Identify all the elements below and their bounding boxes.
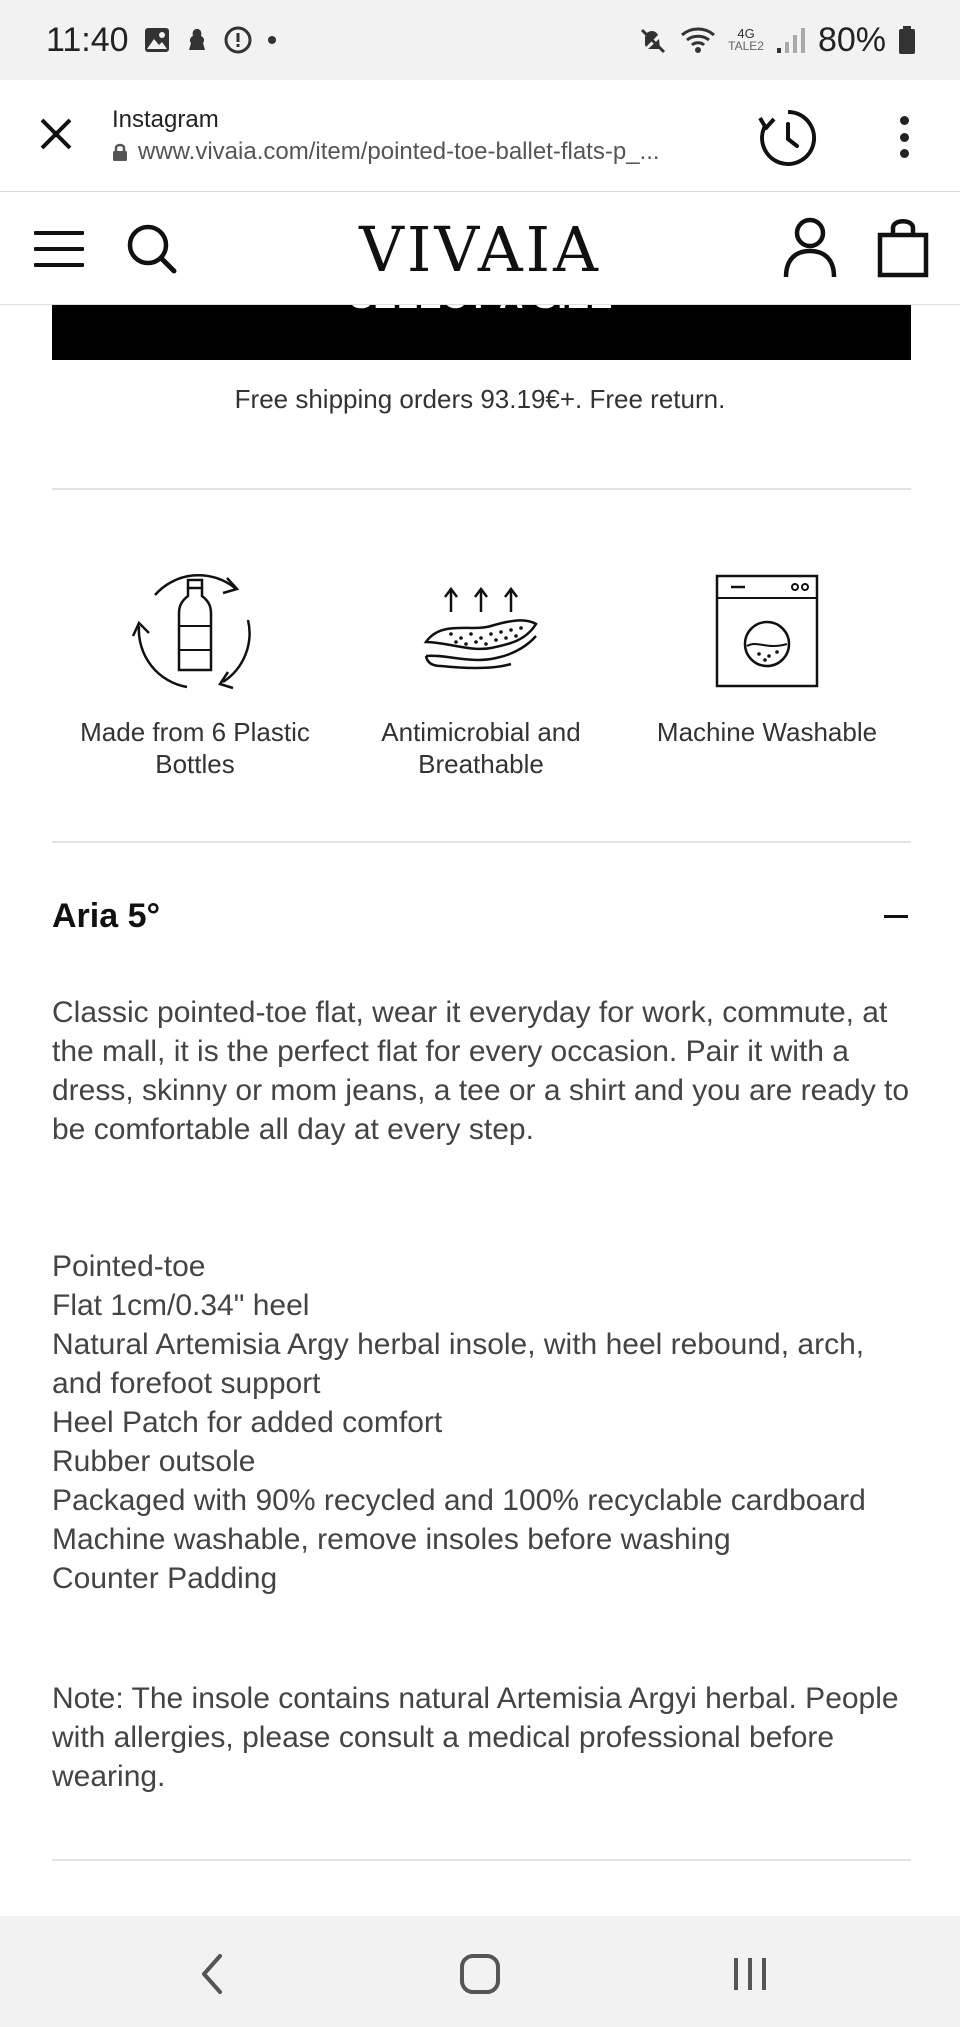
battery-icon [898,25,916,55]
app-notification-icon [183,26,211,54]
user-icon [782,215,838,279]
wifi-icon [680,25,716,55]
account-button[interactable] [782,215,838,279]
breathable-insole-icon [411,560,551,700]
history-button[interactable] [756,106,820,170]
alert-icon [223,25,253,55]
product-specs-list [52,1247,912,1598]
more-dot-icon [900,133,909,142]
product-description: Classic pointed-toe flat, wear it everyday for work, commute, at the mall, it is the perfect flat for every occasion. Pair it with a dress, skinny or mom jeans, a tee or a shirt and you are ready to be comfortable all day at every step. [52,996,910,1146]
network-type: 4G [737,26,755,41]
washing-machine-icon [697,560,837,700]
site-header [0,193,960,305]
browser-url: www.vivaia.com/item/pointed-toe-ballet-flats-p_... [138,138,660,165]
more-dot-icon [900,149,909,158]
browser-url-row[interactable] [112,138,660,166]
network-carrier: TALE2 [728,39,764,53]
battery-percent: 80% [817,20,886,59]
home-button[interactable] [450,1946,510,2002]
network-indicator [728,28,764,52]
mute-icon [638,25,668,55]
divider [52,1859,911,1861]
feature-item [338,560,624,780]
browser-source-title: Instagram [112,106,219,133]
accordion-title: Aria 5° [52,896,161,935]
spec-item: Machine washable, remove insoles before washing [52,1523,731,1556]
feature-label: Machine Washable [656,717,878,747]
spec-item: Packaged with 90% recycled and 100% recyclable cardboard [52,1484,866,1517]
close-browser-button[interactable] [30,108,82,160]
status-notification-icons [143,25,279,55]
status-bar [0,0,960,80]
product-details-accordion-header[interactable] [52,886,911,946]
history-clock-icon [756,106,820,170]
lock-icon [112,142,128,162]
collapse-button[interactable] [881,901,911,931]
gallery-icon [143,26,171,54]
shipping-info: Free shipping orders 93.19€+. Free return. [234,384,726,414]
more-dot-icon [900,116,909,125]
recent-apps-button[interactable] [720,1946,780,2002]
feature-label: Antimicrobial and Breathable [381,717,581,779]
feature-item [624,560,910,780]
spec-item: Pointed-toe [52,1250,206,1283]
divider [52,488,911,490]
feature-list [52,560,911,780]
status-right [638,21,916,60]
feature-item [52,560,338,780]
spec-item: Natural Artemisia Argy herbal insole, with heel rebound, arch, and forefoot support [52,1328,865,1400]
divider [52,841,911,843]
allergy-note: Note: The insole contains natural Artemisia Argyi herbal. People with allergies, please consult a medical professional before wearing. [52,1682,899,1793]
shopping-bag-button[interactable] [876,215,930,279]
signal-icon [776,26,806,54]
system-navigation-bar [0,1916,960,2027]
spec-item: Rubber outsole [52,1445,256,1478]
home-icon [458,1952,502,1996]
status-left [46,21,279,60]
in-app-browser-bar [0,80,960,192]
spec-item: Heel Patch for added comfort [52,1406,443,1439]
site-logo[interactable]: VIVAIA [359,213,601,286]
more-notifications-icon [265,33,279,47]
shopping-bag-icon [876,215,930,279]
feature-label: Made from 6 Plastic Bottles [80,717,310,779]
close-icon [39,117,73,151]
back-button[interactable] [183,1946,243,2002]
browser-more-menu[interactable] [884,110,924,164]
spec-item: Counter Padding [52,1562,278,1595]
recycle-bottle-icon [125,560,265,700]
back-chevron-icon [198,1952,228,1996]
status-time: 11:40 [46,20,129,59]
recent-apps-icon [730,1954,770,1994]
minus-icon [884,915,908,918]
spec-item: Flat 1cm/0.34" heel [52,1289,310,1322]
